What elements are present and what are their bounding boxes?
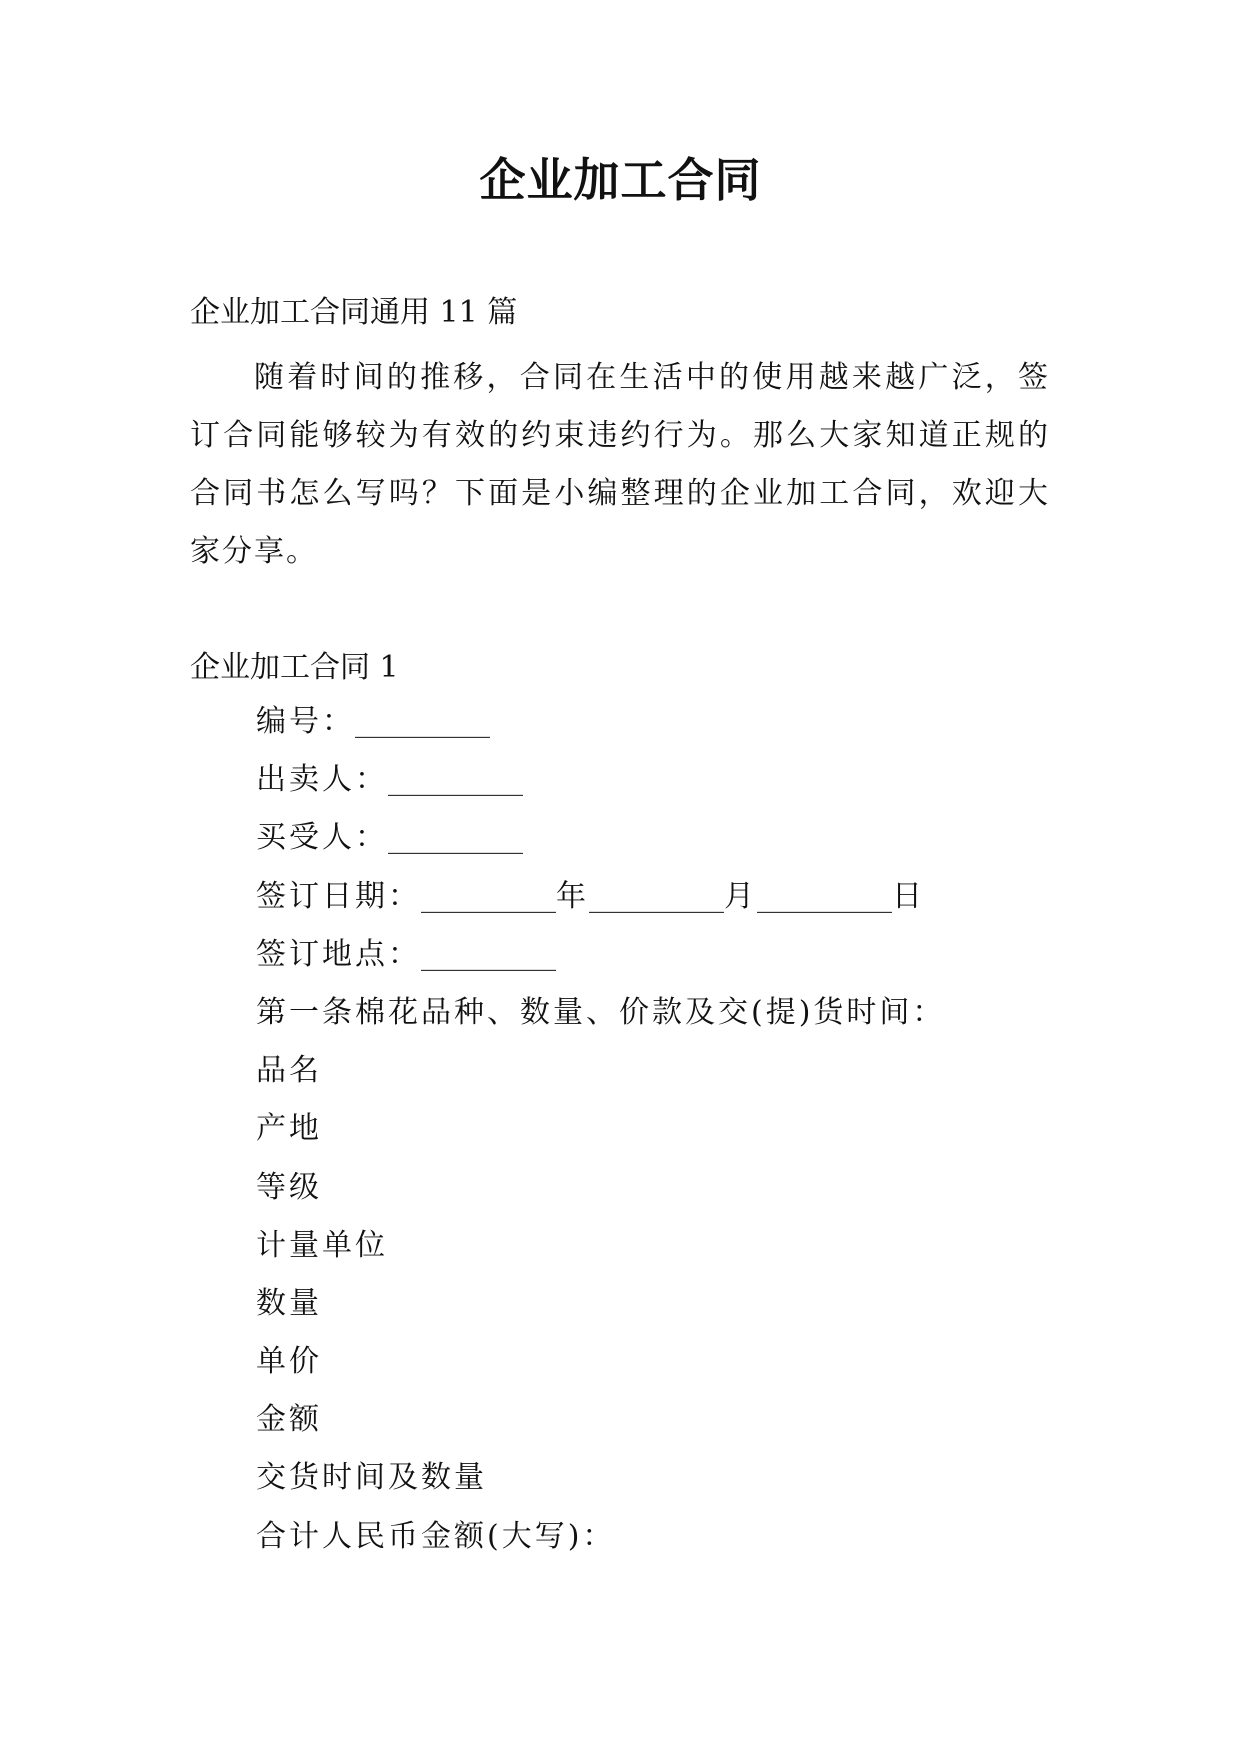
- item-amount: 金额: [256, 1402, 322, 1438]
- number-label: 编号：: [256, 704, 355, 739]
- intro-paragraph: 随着时间的推移，合同在生活中的使用越来越广泛，签订合同能够较为有效的约束违约行为。那么大家知道正规的合同书怎么写吗？下面是小编整理的企业加工合同，欢迎大家分享。: [190, 360, 1050, 569]
- item-quantity: 数量: [256, 1285, 322, 1321]
- month-label: 月: [724, 878, 757, 914]
- seller-label: 出卖人：: [256, 762, 388, 798]
- document-title: 企业加工合同: [479, 153, 762, 207]
- buyer-blank: _________: [388, 820, 523, 856]
- year-blank: _________: [421, 878, 556, 914]
- day-blank: _________: [757, 878, 892, 914]
- item-delivery: 交货时间及数量: [256, 1460, 487, 1496]
- seller-line: [256, 760, 945, 818]
- sign-date-line: [256, 877, 945, 935]
- item-unit: 计量单位: [256, 1227, 388, 1263]
- sign-date-label: 签订日期：: [256, 878, 421, 914]
- year-label: 年: [556, 878, 589, 914]
- item-grade: 等级: [256, 1169, 322, 1205]
- seller-blank: _________: [388, 762, 523, 798]
- section-heading: 企业加工合同 1: [190, 650, 399, 685]
- buyer-label: 买受人：: [256, 820, 388, 856]
- sign-place-line: [256, 935, 945, 993]
- buyer-line: [256, 818, 945, 876]
- month-blank: _________: [589, 878, 724, 914]
- number-line: [256, 702, 945, 760]
- item-product-name: 品名: [256, 1053, 322, 1089]
- item-origin: 产地: [256, 1111, 322, 1147]
- number-blank: _________: [355, 704, 490, 739]
- sign-place-label: 签订地点：: [256, 936, 421, 972]
- day-label: 日: [892, 878, 925, 914]
- contract-lines: [256, 702, 945, 1575]
- document-subtitle: 企业加工合同通用 11 篇: [190, 295, 518, 330]
- item-total-rmb: 合计人民币金额(大写)：: [256, 1518, 616, 1554]
- article-1-title: 第一条棉花品种、数量、价款及交(提)货时间：: [256, 994, 946, 1030]
- item-unit-price: 单价: [256, 1344, 322, 1380]
- sign-place-blank: _________: [421, 936, 556, 972]
